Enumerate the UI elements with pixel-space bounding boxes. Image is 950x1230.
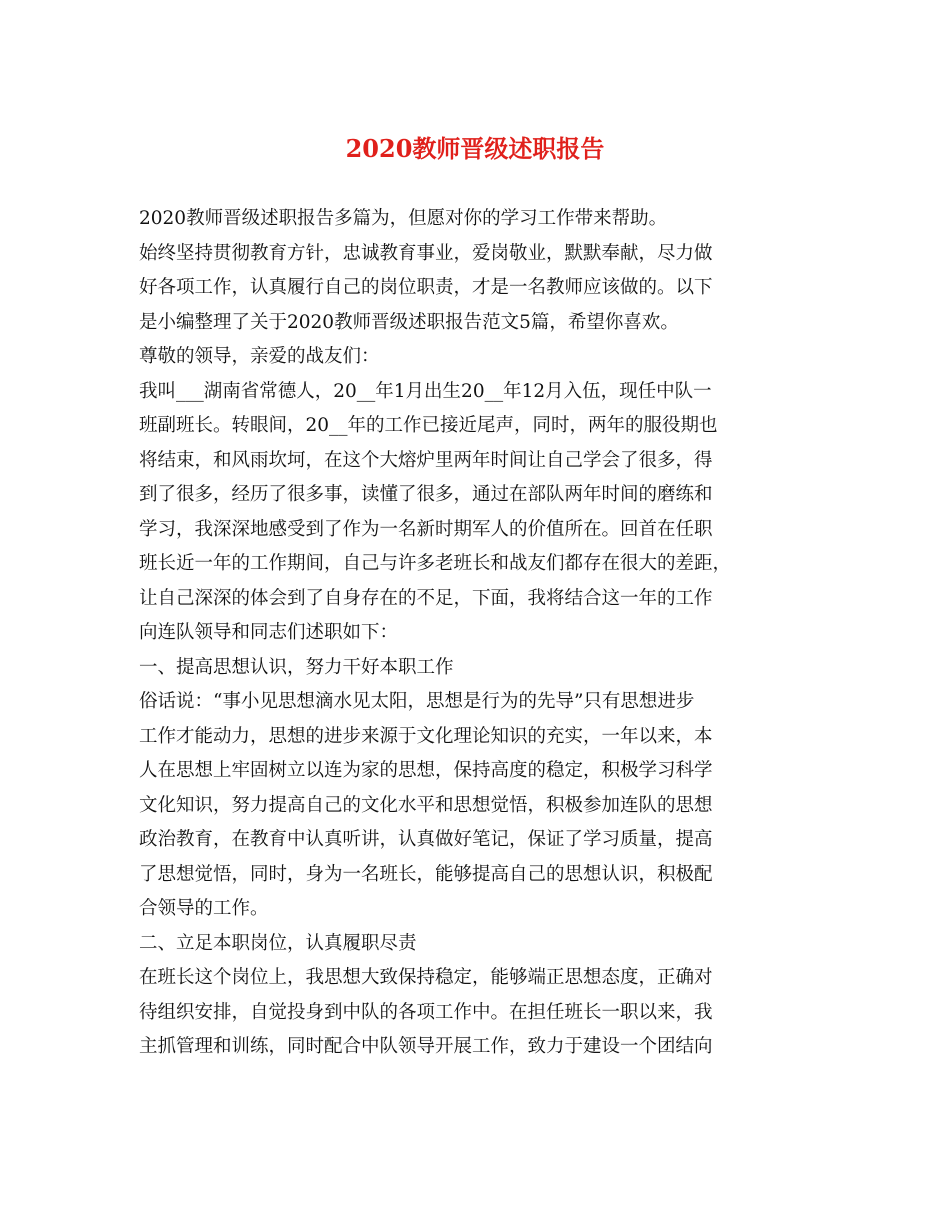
body-line: 好各项工作，认真履行自己的岗位职责，才是一名教师应该做的。以下 xyxy=(139,277,713,298)
body-line: 人在思想上牢固树立以连为家的思想，保持高度的稳定，积极学习科学 xyxy=(139,760,713,781)
body-line: 俗话说：“事小见思想滴水见太阳，思想是行为的先导”只有思想进步 xyxy=(139,691,695,712)
body-line: 2020教师晋级述职报告多篇为，但愿对你的学习工作带来帮助。 xyxy=(139,208,668,229)
body-line: 一、提高思想认识，努力干好本职工作 xyxy=(139,656,454,678)
body-line: 班副班长。转眼间，20__年的工作已接近尾声，同时，两年的服役期也 xyxy=(139,415,718,436)
body-line: 政治教育，在教育中认真听讲，认真做好笔记，保证了学习质量，提高 xyxy=(139,829,713,850)
body-line: 主抓管理和训练，同时配合中队领导开展工作，致力于建设一个团结向 xyxy=(139,1036,713,1057)
body-line: 是小编整理了关于2020教师晋级述职报告范文5篇，希望你喜欢。 xyxy=(139,311,679,333)
body-line: 合领导的工作。 xyxy=(139,898,269,919)
body-line: 待组织安排，自觉投身到中队的各项工作中。在担任班长一职以来，我 xyxy=(139,1001,713,1023)
body-line: 在班长这个岗位上，我思想大致保持稳定，能够端正思想态度，正确对 xyxy=(139,967,713,988)
body-line: 文化知识，努力提高自己的文化水平和思想觉悟，积极参加连队的思想 xyxy=(139,794,713,816)
body-line: 将结束，和风雨坎坷，在这个大熔炉里两年时间让自己学会了很多，得 xyxy=(139,449,713,471)
body-line: 二、立足本职岗位，认真履职尽责 xyxy=(139,932,417,954)
body-line: 班长近一年的工作期间，自己与许多老班长和战友们都存在很大的差距， xyxy=(139,553,732,574)
body-line: 学习，我深深地感受到了作为一名新时期军人的价值所在。回首在任职 xyxy=(139,518,713,540)
body-line: 到了很多，经历了很多事，读懂了很多，通过在部队两年时间的磨练和 xyxy=(139,484,713,505)
body-line: 了思想觉悟，同时，身为一名班长，能够提高自己的思想认识，积极配 xyxy=(139,863,713,885)
body-line: 让自己深深的体会到了自身存在的不足，下面，我将结合这一年的工作 xyxy=(139,587,713,609)
body-line: 工作才能动力，思想的进步来源于文化理论知识的充实，一年以来，本 xyxy=(139,725,713,747)
body-line: 我叫___湖南省常德人，20__年1月出生20__年12月入伍，现任中队一 xyxy=(139,380,712,402)
body-line: 向连队领导和同志们述职如下： xyxy=(139,622,399,643)
document-body xyxy=(139,202,819,1065)
document-title: 2020教师晋级述职报告 xyxy=(345,134,605,163)
body-line: 尊敬的领导，亲爱的战友们： xyxy=(139,346,380,367)
body-line: 始终坚持贯彻教育方针，忠诚教育事业，爱岗敬业，默默奉献，尽力做 xyxy=(139,242,713,264)
